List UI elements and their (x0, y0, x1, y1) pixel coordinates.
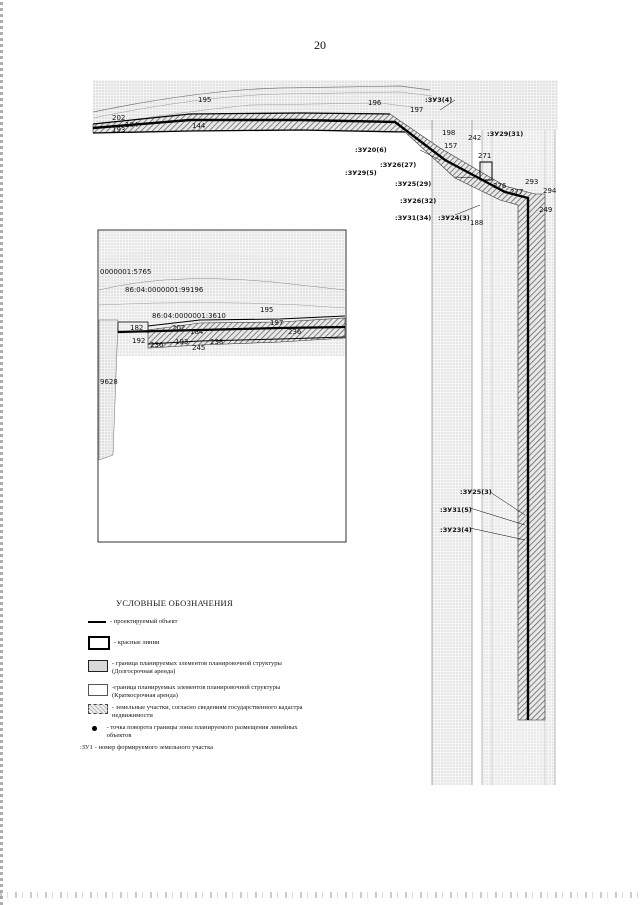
parcel-label: :ЗУ26(27) (380, 161, 417, 169)
point-label: 196 (368, 99, 382, 107)
point-label: 202 (172, 324, 186, 332)
parcel-label: :ЗУ31(34) (395, 214, 432, 222)
legend-item (88, 636, 159, 650)
point-label: 245 (192, 344, 206, 352)
point-label: 195 (198, 96, 212, 104)
line-icon (88, 621, 106, 623)
point-label: 294 (543, 187, 557, 195)
legend-item-label: - точка поворота границы зоны планируемого размещения линейных объектов (106, 724, 298, 739)
short-lease-icon (88, 684, 108, 696)
legend-item-label: - номер формируемого земельного участка (94, 744, 214, 751)
point-label: 144 (192, 122, 206, 130)
legend-item (88, 618, 177, 626)
point-label: 184 (125, 121, 139, 129)
cadastral-label: 86:04:0000001:3610 (152, 312, 226, 320)
long-lease-icon (88, 660, 108, 672)
point-label: 293 (525, 178, 539, 186)
parcel-label: :ЗУ3(4) (425, 96, 453, 104)
cadastral-label: 86:04:0000001:99196 (125, 286, 204, 294)
cadastral-label: 9628 (100, 378, 118, 386)
legend-item (80, 744, 213, 752)
legend-item-label: - проектируемый объект (110, 618, 178, 625)
point-label: 236 (150, 341, 164, 349)
point-label: 249 (539, 206, 553, 214)
point-label: 198 (442, 129, 456, 137)
parcel-label: :ЗУ29(5) (345, 169, 377, 177)
parcel-label: :ЗУ25(3) (460, 488, 492, 496)
point-label: 236 (288, 328, 302, 336)
parcel-label: :ЗУ29(31) (487, 130, 524, 138)
point-label: 193 (112, 126, 126, 134)
point-label: 271 (478, 152, 492, 160)
point-label: 182 (130, 324, 144, 332)
parcel-icon (88, 704, 108, 714)
parcel-label: :ЗУ20(6) (355, 146, 387, 154)
point-label: 188 (470, 219, 484, 227)
dot-icon (92, 726, 97, 731)
inset-map (98, 230, 346, 542)
parcel-label: :ЗУ26(32) (400, 197, 437, 205)
point-label: 195 (260, 306, 274, 314)
legend-item-label: - граница планируемых элементов планировочной структуры (Долгосрочная аренда) (112, 660, 282, 675)
point-label: 197 (410, 106, 424, 114)
parcel-label: :ЗУ31(5) (440, 506, 472, 514)
legend-item-label: - красные линии (114, 639, 160, 646)
point-label: 276 (493, 182, 507, 190)
legend-title: УСЛОВНЫЕ ОБОЗНАЧЕНИЯ (116, 598, 233, 608)
point-label: 242 (468, 134, 482, 142)
point-label: 197 (270, 319, 284, 327)
legend-item (88, 704, 308, 720)
zu-prefix: :ЗУ1 (80, 744, 93, 751)
legend-item (88, 684, 308, 700)
point-label: 277 (510, 188, 524, 196)
parcel-label: :ЗУ25(29) (395, 180, 432, 188)
legend-item-label: - земельные участки, согласно сведениям государственного кадастра недвижимости (112, 704, 303, 719)
scan-noise (0, 892, 640, 898)
cadastral-label: 0000001:5765 (100, 268, 152, 276)
point-label: 192 (132, 337, 146, 345)
parcel-label: :ЗУ23(4) (440, 526, 472, 534)
point-label: 157 (444, 142, 458, 150)
parcel-label: :ЗУ24(3) (438, 214, 470, 222)
red-line-icon (88, 636, 110, 650)
point-label: 202 (112, 114, 126, 122)
point-label: 193 (175, 338, 189, 346)
legend-item (88, 724, 308, 740)
legend-item (88, 660, 308, 676)
page-number: 20 (314, 38, 326, 52)
point-label: 184 (190, 328, 204, 336)
point-label: 238 (210, 338, 224, 346)
legend-item-label: -граница планируемых элементов планировочной структуры (Краткосрочная аренда) (112, 684, 281, 699)
